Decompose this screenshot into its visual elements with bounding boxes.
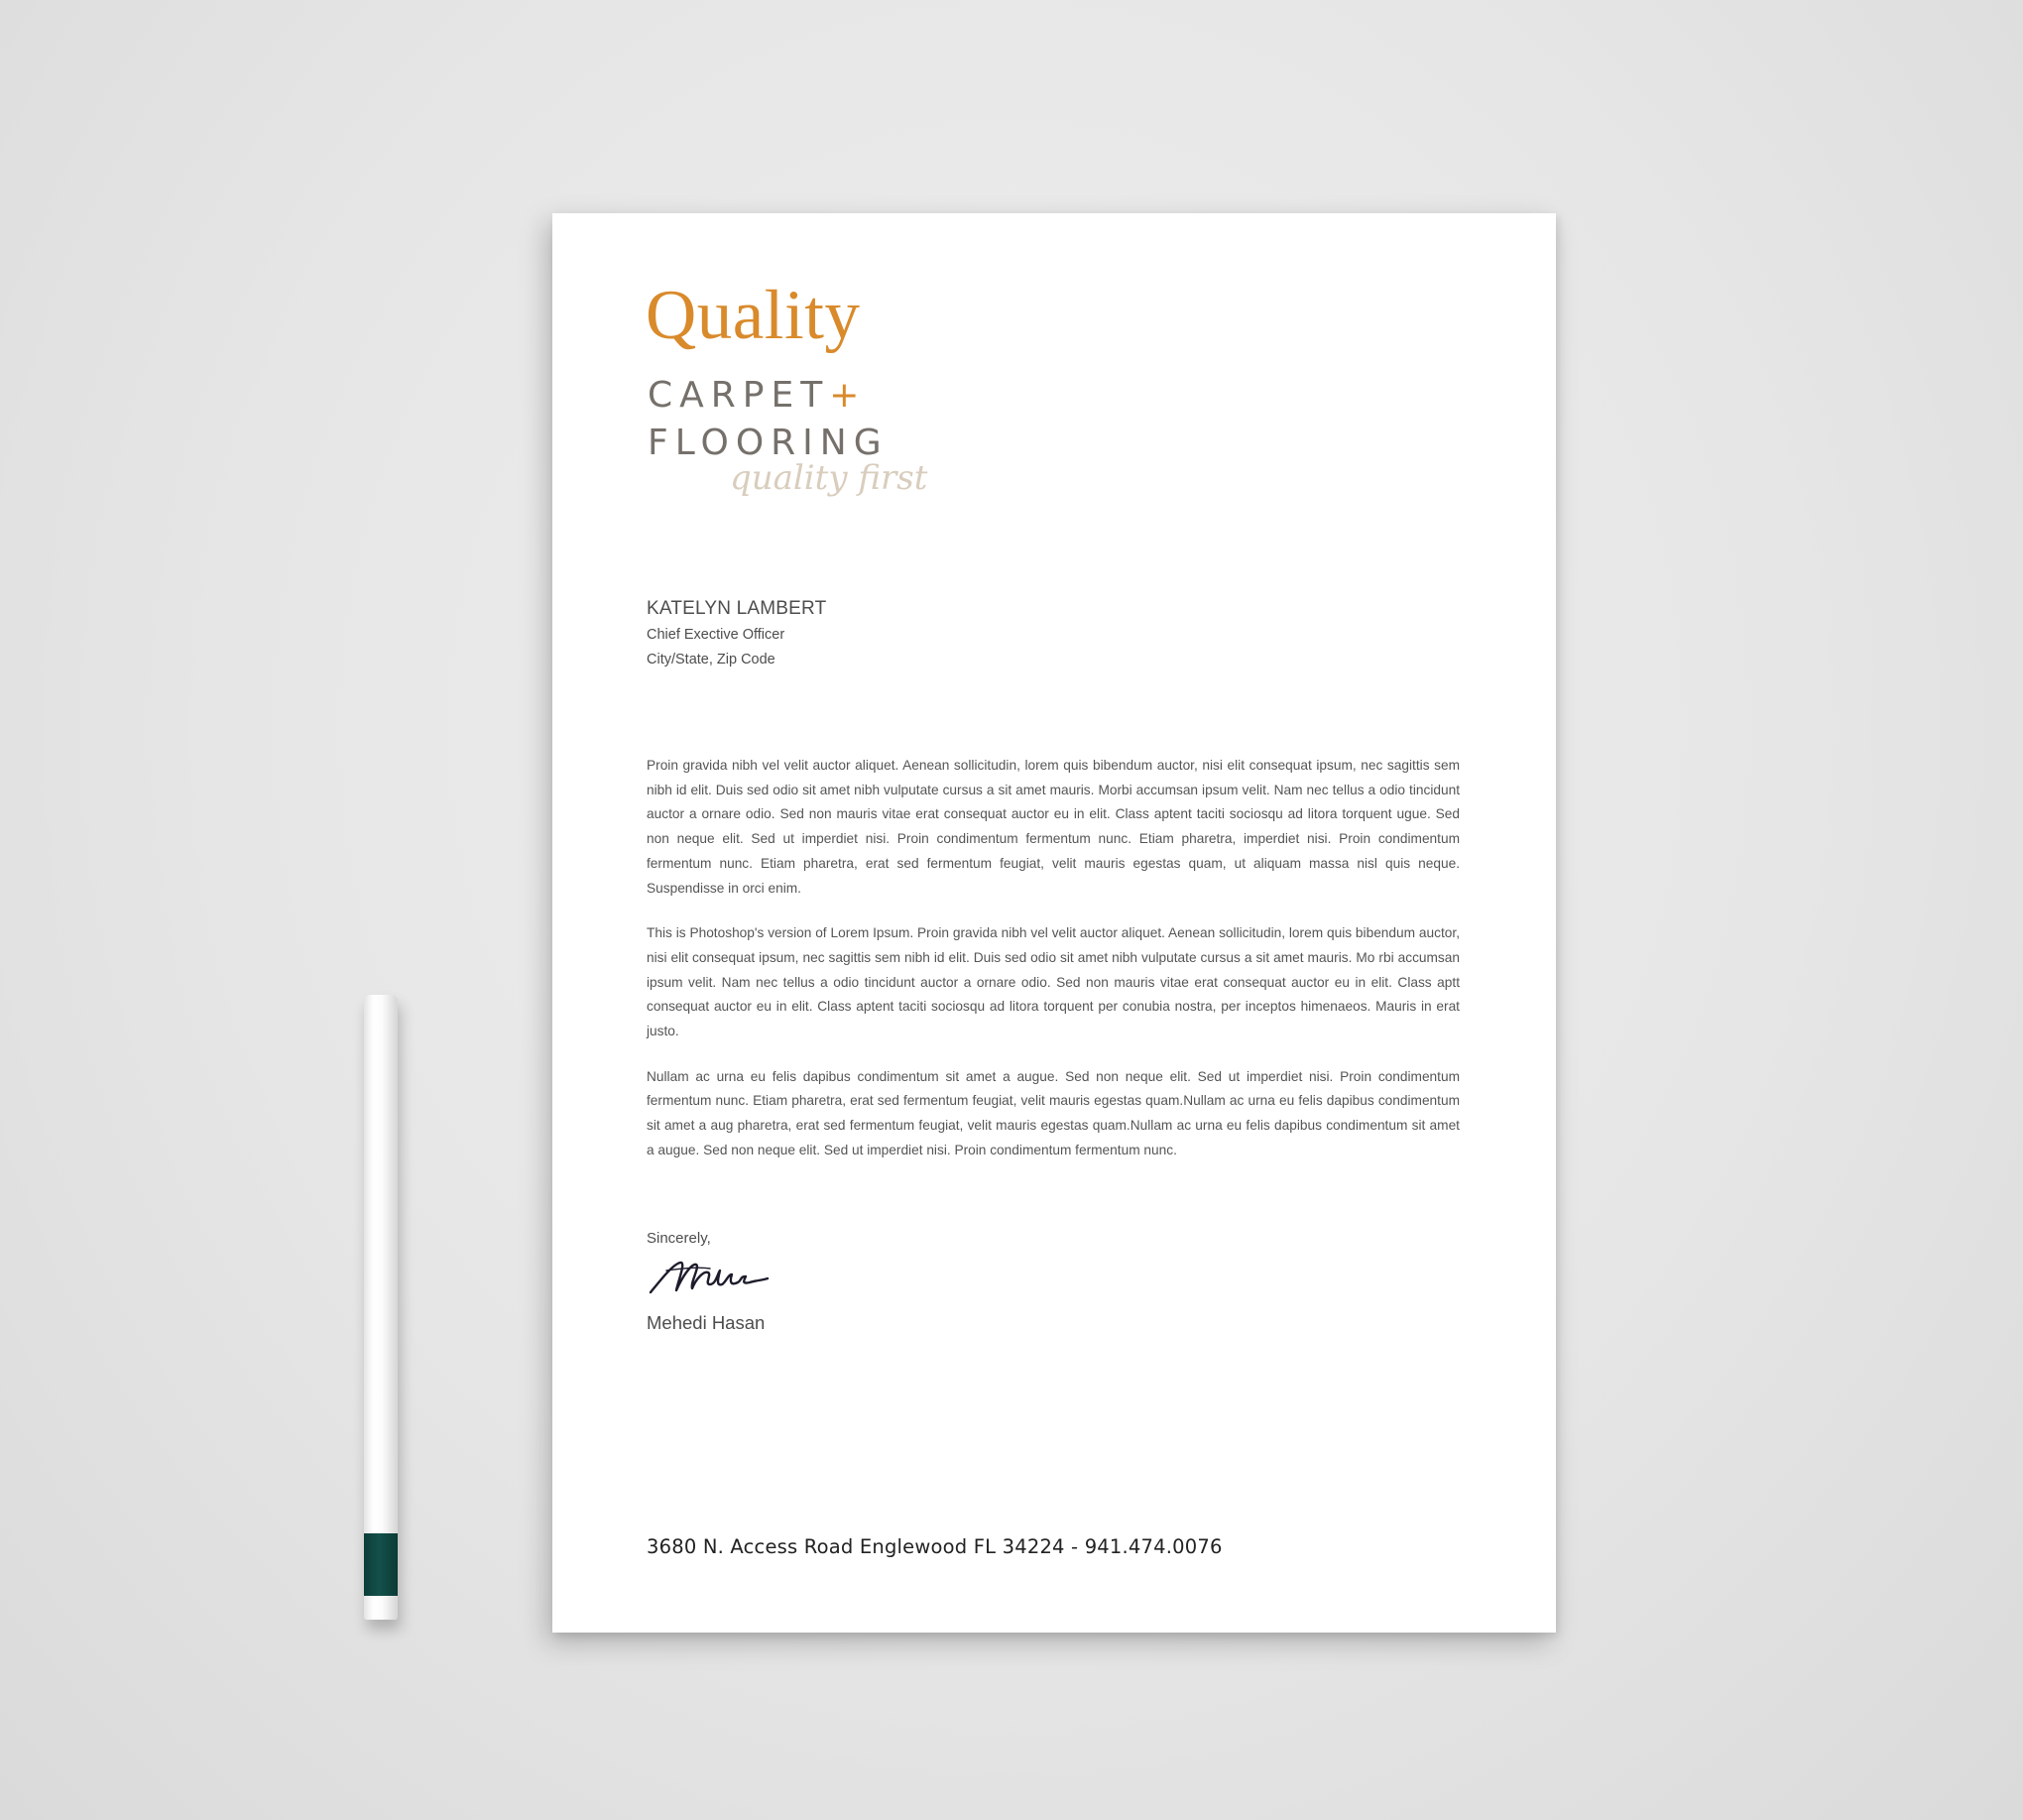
- logo-wordmark: Quality: [646, 277, 861, 354]
- recipient-name: KATELYN LAMBERT: [647, 598, 827, 619]
- signer-name: Mehedi Hasan: [647, 1312, 766, 1333]
- body-paragraph-3: Nullam ac urna eu felis dapibus condimentum sit amet a augue. Sed non neque elit. Sed ut imperdiet nisi. Proin condimentum fermentum nunc. Etiam pharetra, erat sed fermentum feugiat, velit mauris egestas quam.Nullam ac urna eu felis dapibus condimentum sit amet a aug pharetra, erat sed fermentum feugiat, velit mauris egestas quam.Nullam ac urna eu felis dapibus condimentum sit amet a augue. Sed non neque elit. Sed ut imperdiet nisi. Proin condimentum fermentum nunc.: [647, 1068, 1460, 1157]
- salutation: Sincerely,: [647, 1230, 711, 1247]
- logo-tagline: quality first: [730, 458, 928, 498]
- recipient-title: Chief Exective Officer: [647, 627, 785, 643]
- body-paragraph-1: Proin gravida nibh vel velit auctor aliquet. Aenean sollicitudin, lorem quis bibendum auctor, nisi elit consequat ipsum, nec sagittis sem nibh id elit. Duis sed odio sit amet nibh vulputate cursus a sit amet mauris. Morbi accumsan ipsum velit. Nam nec tellus a odio tincidunt auctor a ornare odio. Sed non mauris vitae erat consequat auctor eu in elit. Class aptent taciti sociosqu ad litora torquent ugue. Sed non neque elit. Sed ut imperdiet nisi. Proin condimentum fermentum nunc. Etiam pharetra, imperdiet nisi. Proin condimentum fermentum nunc. Etiam pharetra, erat sed fermentum feugiat, velit mauris egestas quam, ut aliquam massa nisl quis neque. Suspendisse in orci enim.: [647, 758, 1460, 896]
- logo-line-carpet: [648, 375, 860, 416]
- pen: [364, 995, 398, 1620]
- handwritten-signature: [647, 1251, 775, 1300]
- body-paragraph-2: This is Photoshop's version of Lorem Ipsum. Proin gravida nibh vel velit auctor aliquet. Aenean sollicitudin, lorem quis bibendum auctor, nisi elit consequat ipsum, nec sagittis sem nibh id elit. Duis sed odio sit amet nibh vulputate cursus a sit amet mauris. Mo rbi accumsan ipsum velit. Nam nec tellus a odio tincidunt auctor a ornare odio. Sed non mauris vitae erat consequat auctor eu in elit. Class aptt consequat auctor eu in elit. Class aptent taciti sociosqu ad litora torquent per conubia nostra, per inceptos himenaeos. Mauris in erat justo.: [647, 925, 1460, 1039]
- recipient-location: City/State, Zip Code: [647, 652, 775, 667]
- logo-plus-sign: +: [829, 375, 860, 416]
- closing-block: [647, 1229, 766, 1333]
- logo-carpet-text: CARPET: [648, 375, 830, 416]
- company-logo: [646, 277, 928, 498]
- recipient-block: [647, 595, 826, 672]
- footer-address: 3680 N. Access Road Englewood FL 34224 - 941.474.0076: [647, 1535, 1223, 1558]
- letterhead-paper: [552, 213, 1556, 1633]
- logo-line-flooring: FLOORING: [648, 423, 889, 463]
- letter-body: [647, 754, 1460, 1184]
- pen-band: [364, 1533, 398, 1596]
